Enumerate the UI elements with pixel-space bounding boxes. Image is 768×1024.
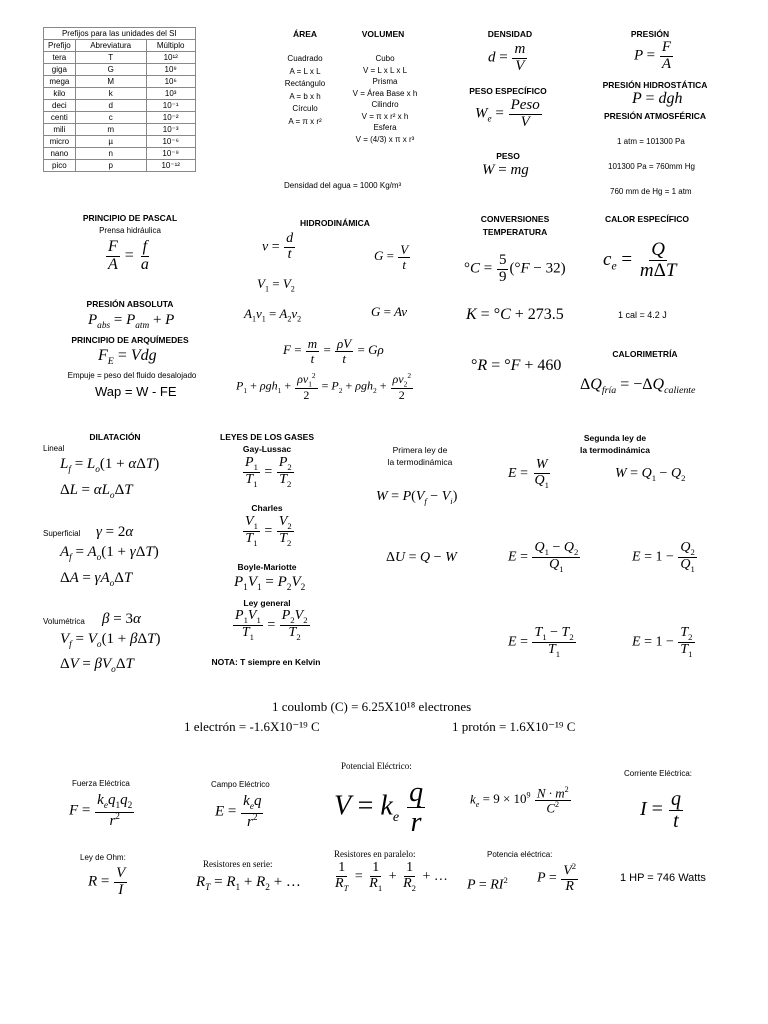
atm-line: 101300 Pa = 760mm Hg (608, 162, 695, 171)
efficiency-temp-formula: E = $\frac{T_1 - T_2}{T_1}$ (508, 625, 574, 659)
conversiones-title (470, 213, 560, 239)
si-table-title: Prefijos para las unidades del SI (44, 28, 196, 40)
conversiones-title-line: CONVERSIONES (480, 214, 550, 224)
serie-label: Resistores en serie: (203, 859, 273, 869)
volumen-line: V = π x r² x h (361, 111, 409, 121)
work-formula: $W = P(V_f - V_i)$ (376, 489, 458, 506)
abbr: M (75, 76, 146, 88)
boyle-label: Boyle-Mariotte (237, 562, 297, 572)
potencial-label: Potencial Eléctrico: (341, 761, 412, 771)
volumen-line: Cilindro (371, 100, 399, 109)
ke-constant: $k_e = 9 \times 10^9$ $\frac{N \cdot m^2}{C^2}$ (470, 785, 569, 816)
abbr: k (75, 88, 146, 100)
area-list (268, 53, 342, 128)
calor-title: CALOR ESPECÍFICO (604, 214, 690, 224)
multiple: 10³ (146, 88, 195, 100)
prefix: kilo (44, 88, 76, 100)
flow-av-formula: G = Av (371, 304, 407, 319)
ohm-formula: R = $\frac{V}{I}$ (88, 865, 126, 898)
boyle-formula: $P_1V_1 = P_2V_2$ (234, 574, 306, 593)
si-prefix-table (43, 27, 196, 172)
prefix: tera (44, 52, 76, 64)
presion-hidro-formula: P = dgh (632, 90, 683, 107)
bernoulli-formula: $P_1 + \rho gh_1$ + $\frac{\rho v_1^2}{2}$ = $P_2 + \rho gh_2$ + $\frac{\rho v_2^2}{2}$ (236, 371, 412, 403)
efficiency-heat-formula: E = $\frac{Q_1 - Q_2}{Q_1}$ (508, 540, 579, 574)
volumen-line: Cubo (375, 54, 395, 63)
peso-especifico-title: PESO ESPECÍFICO (469, 86, 547, 96)
presion-atm-title: PRESIÓN ATMOSFÉRICA (603, 111, 706, 121)
abbr: T (75, 52, 146, 64)
volumen-list (340, 53, 430, 145)
ley-general-formula: $\frac{P_1V_1}{T_1}$ = $\frac{P_2V_2}{T_2}$ (235, 608, 308, 642)
calorimetria-title: CALORIMETRÍA (612, 349, 678, 359)
volumetrica-label: Volumétrica (43, 617, 85, 626)
hp-conversion: 1 HP = 746 Watts (620, 872, 706, 884)
segunda-ley-title (570, 432, 660, 456)
abbr: G (75, 64, 146, 76)
table-row (44, 88, 196, 100)
pascal-subtitle: Prensa hidráulica (99, 226, 161, 235)
volumen-line: V = (4/3) x π x r³ (355, 134, 415, 144)
paralelo-label: Resistores en paralelo: (334, 849, 416, 859)
multiple: 10⁻³ (146, 124, 195, 136)
abbr: n (75, 148, 146, 160)
volumetrica-formula: $V_f = V_o(1 + \beta\Delta T)$ (60, 631, 161, 650)
parallel-formula: $\frac{1}{R_T}$ = $\frac{1}{R_1}$ + $\frac{1}{R_2}$ + … (335, 860, 448, 893)
campo-label: Campo Eléctrico (211, 780, 270, 789)
arquimedes-formula: $F_E$ = Vdg (98, 347, 157, 368)
potencia-label: Potencia eléctrica: (487, 850, 553, 859)
table-row (44, 136, 196, 148)
pascal-title: PRINCIPIO DE PASCAL (82, 213, 178, 223)
current-formula: I = $\frac{q}{t}$ (640, 788, 681, 832)
wap-formula: Wap = W - FE (95, 384, 177, 399)
superficial-label: Superficial (43, 529, 81, 538)
primera-ley-title (380, 444, 460, 468)
segunda-title-line: la termodinámica (580, 445, 650, 455)
prefix: centi (44, 112, 76, 124)
presion-abs-formula: $P_{abs} = P_{atm} + P$ (88, 312, 175, 331)
abbr: m (75, 124, 146, 136)
primera-title-line: la termodinámica (387, 457, 453, 467)
table-row (44, 52, 196, 64)
prefix: mili (44, 124, 76, 136)
multiple: 10⁻⁹ (146, 148, 195, 160)
abbr: c (75, 112, 146, 124)
flow-g-formula: G = $\frac{V}{t}$ (374, 242, 409, 272)
kelvin-note: NOTA: T siempre en Kelvin (211, 657, 321, 667)
superficial-formula: $A_f = A_o(1 + \gamma\Delta T)$ (60, 544, 159, 563)
prefix: mega (44, 76, 76, 88)
multiple: 10⁹ (146, 64, 195, 76)
prefix: micro (44, 136, 76, 148)
calor-formula: $c_e$ = $\frac{Q}{\text{mΔT}}$ (603, 239, 677, 281)
power-vr-formula: P = $\frac{V^2}{R}$ (537, 861, 577, 895)
densidad-title: DENSIDAD (487, 29, 533, 39)
flow-rho-formula: F = $\frac{m}{t}$ = $\frac{\rho V}{t}$ = Gρ (283, 336, 384, 366)
coulomb-line: 1 coulomb (C) = 6.25X10¹⁸ electrones (272, 699, 472, 714)
volumen-line: V = L x L x L (362, 65, 408, 75)
area-line: Círculo (292, 104, 318, 113)
efficiency-temp-ratio-formula: E = 1 − $\frac{T_2}{T_1}$ (632, 625, 693, 659)
primera-ley-formula: ΔU = Q − W (386, 550, 457, 565)
prefix: deci (44, 100, 76, 112)
col-header: Múltiplo (146, 40, 195, 52)
dilatacion-title: DILATACIÓN (89, 432, 141, 442)
area-line: A = π x r² (288, 116, 322, 126)
ley-general-label: Ley general (243, 598, 291, 608)
si-prefix-table-container (43, 27, 196, 172)
table-row (44, 124, 196, 136)
abbr: d (75, 100, 146, 112)
charles-formula: $\frac{V_1}{T_1}$ = $\frac{V_2}{T_2}$ (245, 514, 292, 548)
multiple: 10¹² (146, 52, 195, 64)
kelvin-formula: K = °C + 273.5 (466, 306, 564, 323)
abbr: µ (75, 136, 146, 148)
hidrodinamica-title: HIDRODINÁMICA (300, 218, 370, 228)
abbr: p (75, 160, 146, 172)
gases-title: LEYES DE LOS GASES (220, 432, 314, 442)
multiple: 10⁻⁶ (146, 136, 195, 148)
gay-lussac-formula: $\frac{P_1}{T_1}$ = $\frac{P_2}{T_2}$ (245, 455, 292, 489)
power-ri-formula: $P = RI^2$ (467, 875, 508, 893)
multiple: 10⁻¹ (146, 100, 195, 112)
electron-charge: 1 electrón = -1.6X10⁻¹⁹ C (184, 719, 320, 734)
superficial-delta-formula: $\Delta A = \gamma A_o\Delta T$ (60, 570, 133, 589)
rankine-formula: °R = °F + 460 (471, 357, 562, 374)
segunda-title-line: Segunda ley de (583, 433, 647, 443)
atm-line: 760 mm de Hg = 1 atm (610, 187, 692, 196)
area-title: ÁREA (292, 29, 318, 39)
densidad-formula: d = $\frac{m}{V}$ (488, 41, 526, 74)
efficiency-heat-ratio-formula: E = 1 − $\frac{Q_2}{Q_1}$ (632, 540, 695, 574)
volumetrica-delta-formula: $\Delta V = \beta V_o\Delta T$ (60, 656, 134, 675)
cal-joule: 1 cal = 4.2 J (618, 310, 667, 320)
empuje-note: Empuje = peso del fluido desalojado (67, 371, 197, 380)
multiple: 10⁶ (146, 76, 195, 88)
col-header: Prefijo (44, 40, 76, 52)
table-row (44, 160, 196, 172)
velocity-formula: v = $\frac{d}{t}$ (262, 231, 294, 262)
lineal-label: Lineal (43, 444, 65, 453)
presion-formula: P = $\frac{F}{A}$ (634, 39, 672, 72)
table-row (44, 64, 196, 76)
coulomb-law-formula: F = $\frac{k_eq_1q_2}{r^2}$ (69, 792, 133, 829)
presion-hidro-title: PRESIÓN HIDROSTÁTICA (602, 80, 708, 90)
conversiones-title-line: TEMPERATURA (482, 227, 548, 237)
volumen-line: V = Área Base x h (352, 88, 418, 98)
presion-title: PRESIÓN (630, 29, 670, 39)
series-formula: $R_T = R_1 + R_2$ + … (196, 874, 301, 893)
peso-title: PESO (496, 151, 520, 161)
presion-abs-title: PRESIÓN ABSOLUTA (86, 299, 174, 309)
potential-formula: $V = k_e$ $\frac{q}{r}$ (334, 777, 424, 839)
calorimetria-formula: $\Delta Q_{fría} = -\Delta Q_{caliente}$ (580, 376, 696, 397)
peso-formula: W = mg (482, 162, 529, 178)
field-formula: E = $\frac{k_eq}{r^2}$ (215, 793, 262, 830)
lineal-delta-formula: $\Delta L = \alpha L_o\Delta T$ (60, 482, 133, 501)
volumen-title: VOLUMEN (361, 29, 405, 39)
lineal-formula: $L_f = L_o(1 + \alpha\Delta T)$ (60, 456, 160, 475)
table-row (44, 112, 196, 124)
efficiency-formula: E = $\frac{W}{Q_1}$ (508, 457, 549, 490)
arquimedes-title: PRINCIPIO DE ARQUÍMEDES (71, 335, 189, 345)
volumen-line: Esfera (373, 123, 397, 132)
area-line: Rectángulo (284, 79, 326, 88)
charles-label: Charles (251, 503, 283, 513)
atm-line: 1 atm = 101300 Pa (617, 137, 685, 146)
gay-lussac-label: Gay-Lussac (242, 444, 292, 454)
corriente-label: Corriente Eléctrica: (624, 769, 693, 778)
proton-charge: 1 protón = 1.6X10⁻¹⁹ C (452, 719, 576, 734)
prefix: pico (44, 160, 76, 172)
ohm-label: Ley de Ohm: (80, 853, 126, 862)
multiple: 10⁻² (146, 112, 195, 124)
table-row (44, 148, 196, 160)
prefix: giga (44, 64, 76, 76)
col-header: Abreviatura (75, 40, 146, 52)
continuity-formula: $A_1v_1 = A_2v_2$ (244, 306, 302, 324)
table-row (44, 100, 196, 112)
area-line: A = b x h (289, 91, 321, 101)
water-density: Densidad del agua = 1000 Kg/m³ (284, 181, 402, 190)
multiple: 10⁻¹² (146, 160, 195, 172)
peso-especifico-formula: $W_e$ = $\frac{\text{Peso}}{V}$ (475, 97, 540, 130)
fuerza-label: Fuerza Eléctrica (72, 779, 130, 788)
volumen-line: Prisma (372, 77, 398, 86)
prefix: nano (44, 148, 76, 160)
continuity-v-formula: $V_1 = V_2$ (257, 276, 295, 294)
primera-title-line: Primera ley de (392, 445, 448, 455)
work-heat-formula: $W = Q_1 - Q_2$ (615, 466, 686, 483)
beta-formula: β = 3α (102, 611, 141, 627)
celsius-formula: °C = $\frac{5}{9}$ (°F − 32) (464, 252, 566, 285)
pascal-formula: $\frac{F}{A}$ = $\frac{f}{a}$ (108, 238, 149, 273)
gamma-formula: γ = 2α (96, 524, 134, 540)
area-line: A = L x L (289, 66, 321, 76)
table-row (44, 76, 196, 88)
area-line: Cuadrado (287, 54, 323, 63)
